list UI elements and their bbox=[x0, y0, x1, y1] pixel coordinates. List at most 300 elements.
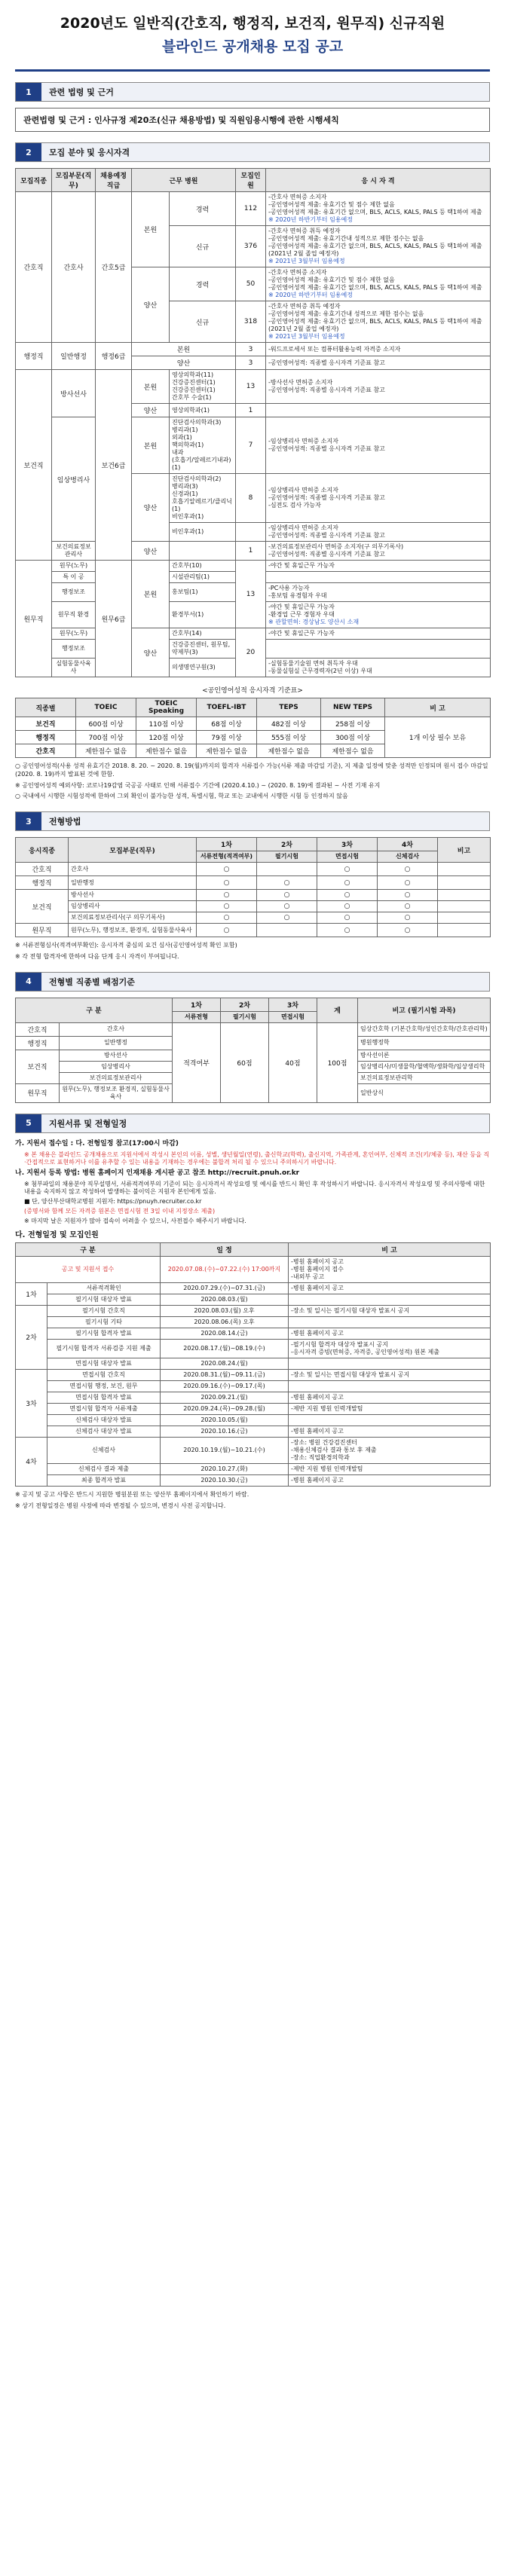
job-field: 원무(노무) bbox=[52, 561, 96, 572]
department-line: 비인후과(1) bbox=[172, 528, 204, 535]
qualification-cell bbox=[266, 301, 491, 343]
english-header: TOEIC bbox=[76, 698, 136, 717]
english-cell: 제한점수 없음 bbox=[76, 744, 136, 758]
qualification-line: -공인영어성적 제출: 유효기간 없으며, BLS, ACLS, KALS, PALS 등 택1하여 제출 bbox=[268, 209, 482, 215]
schedule-date: 2020.08.06.(목) 오후 bbox=[161, 1316, 289, 1328]
schedule-group: 3차 bbox=[16, 1369, 47, 1437]
qualification-line: -간호사 면허증 소지자 bbox=[268, 269, 327, 276]
schedule-remark-line: -병원 홈페이지 공고 bbox=[291, 1284, 344, 1291]
schedule-step: 필기시험 합격자 발표 bbox=[47, 1328, 161, 1339]
schedule-title: 다. 전형일정 및 모집인원 bbox=[15, 1230, 99, 1239]
job-grade: 보건6급 bbox=[96, 370, 132, 561]
qualification-line: -간호사 면허증 취득 예정자 bbox=[268, 303, 341, 310]
qualification-line: -공인영어성적: 직종별 응시자격 기준표 참고 bbox=[268, 551, 385, 558]
qualification-line: -공인영어성적 제출: 유효기간 및 점수 제한 없음 bbox=[268, 277, 395, 283]
qualification-cell bbox=[266, 417, 491, 474]
english-header: 비 고 bbox=[385, 698, 491, 717]
headcount: 20 bbox=[236, 628, 266, 677]
hospital: 본원 bbox=[132, 561, 170, 628]
qualification-line: (2021년 2월 졸업 예정자) bbox=[268, 250, 339, 257]
english-cell: 555점 이상 bbox=[257, 731, 321, 744]
schedule-step: 필기시험 간호직 bbox=[47, 1305, 161, 1316]
schedule-date: 2020.09.24.(목)~09.28.(월) bbox=[161, 1403, 289, 1414]
schedule-step: 최종 합격자 발표 bbox=[47, 1474, 161, 1486]
method-cell: 행정직 bbox=[16, 876, 69, 890]
score-header: 3차 bbox=[269, 998, 317, 1011]
qualification-cell bbox=[266, 356, 491, 370]
schedule-remark-line: -장소: 병원 건강검진센터 bbox=[291, 1438, 357, 1446]
department-line: 외과(1) bbox=[172, 434, 192, 441]
job-field: 보건의료정보관리사 bbox=[52, 542, 96, 561]
method-cell bbox=[438, 876, 491, 890]
schedule-row bbox=[16, 1256, 491, 1282]
schedule-remark bbox=[289, 1328, 491, 1339]
score-subheader: 필기시험 bbox=[221, 1011, 269, 1022]
job-type: 보건직 bbox=[16, 370, 52, 561]
section-5-title: 지원서류 및 전형일정 bbox=[49, 1118, 127, 1129]
method-cell: ○ bbox=[257, 890, 317, 901]
schedule-row bbox=[16, 1369, 491, 1380]
qualification-line: -야간 및 휴일근무 가능자 bbox=[268, 604, 335, 610]
method-header: 4차 bbox=[378, 838, 438, 851]
schedule-step: 신체검사 bbox=[47, 1437, 161, 1463]
recruitment-header: 모집부문(직무) bbox=[52, 169, 96, 192]
method-row bbox=[16, 876, 491, 890]
schedule-step: 면접시험 행정, 보건, 원무 bbox=[47, 1380, 161, 1392]
department-line: 병리과(1) bbox=[172, 426, 198, 433]
schedule-remark-line: -병원 홈페이지 접수 bbox=[291, 1265, 344, 1273]
schedule-remark-line: -내외부 공고 bbox=[291, 1273, 325, 1280]
job-type: 간호직 bbox=[16, 192, 52, 343]
schedule-remark bbox=[289, 1256, 491, 1282]
hospital: 본원 bbox=[132, 370, 170, 404]
schedule-row bbox=[16, 1463, 491, 1474]
headcount: 3 bbox=[236, 356, 266, 370]
document-line: ※ 본 채용은 블라인드 공개채용으로 지원서에서 작성시 본인의 이름, 성별, 생년월일(연령), 출신학교(학력), 출신지역, 가족관계, 혼인여부, 신체적 조건(키/체중 등), 재산 등을 직·간접적으로 표현하거나 이를 유추할 수 있는 내용을 기재하는 경우에는 불합격 처리 될 수 있으니 주의하시기 바랍니다. bbox=[24, 1150, 490, 1166]
page-subtitle: 블라인드 공개채용 모집 공고 bbox=[161, 38, 344, 55]
department-line: 호흡기알레르기/클리닉(1) bbox=[172, 498, 232, 512]
schedule-row bbox=[16, 1380, 491, 1392]
english-cell: 68점 이상 bbox=[197, 717, 257, 731]
headcount: 3 bbox=[236, 343, 266, 356]
department-line: 간호부 수술(1) bbox=[172, 394, 212, 401]
qualification-line: (2021년 2월 졸업 예정자) bbox=[268, 325, 339, 332]
department-line: 건강증진센터(1) bbox=[172, 379, 216, 386]
section-3-title: 전형방법 bbox=[49, 817, 81, 827]
recruitment-header: 응 시 자 격 bbox=[266, 169, 491, 192]
method-note: ※ 각 전형 합격자에 한하여 다음 단계 응시 자격이 부여됩니다. bbox=[15, 952, 179, 960]
recruitment-row bbox=[16, 370, 491, 404]
job-field: 원무(노무) bbox=[52, 628, 96, 640]
department-cell: 의생명연구원(3) bbox=[170, 659, 236, 677]
headcount: 1 bbox=[236, 404, 266, 417]
english-note: ○ 공인영어성적(사용 성적 유효기간 2018. 8. 20. ~ 2020. 8. 19(월)까지의 합격자 서류접수 가능(서류 제출 마감일 기준), 지 제출 일정에 맞춘 성적만 인정되며 원서 접수 마감일(2020. 8. 19)까지 발표된 것에 한함. bbox=[15, 762, 488, 778]
schedule-remark bbox=[289, 1316, 491, 1328]
hospital: 본원 bbox=[132, 192, 170, 267]
method-cell: 방사선사 bbox=[69, 890, 197, 901]
method-cell: ○ bbox=[317, 876, 378, 890]
schedule-remark-line: -병원 홈페이지 공고 bbox=[291, 1393, 344, 1401]
method-row bbox=[16, 924, 491, 937]
schedule-remark-line: -병원 홈페이지 공고 bbox=[291, 1329, 344, 1337]
qualification-line: -보건의료정보관리사 면허증 소지자(구 의무기록사) bbox=[268, 543, 404, 550]
department-cell: 간호부(10) bbox=[170, 561, 236, 572]
recruitment-table bbox=[15, 168, 491, 677]
english-header: 직종별 bbox=[16, 698, 76, 717]
schedule-step: 신체검사 대상자 발표 bbox=[47, 1426, 161, 1437]
schedule-group: 4차 bbox=[16, 1437, 47, 1486]
schedule-remark-line: -장소 및 일시는 필기시험 대상자 발표시 공지 bbox=[291, 1306, 410, 1314]
method-cell: ○ bbox=[378, 890, 438, 901]
score-cell: 보건직 bbox=[16, 1050, 60, 1083]
english-cell: 보건직 bbox=[16, 717, 76, 731]
method-cell: 원무직 bbox=[16, 924, 69, 937]
qualification-line: -공인영어성적 제출: 유효기간 없으며, BLS, ACLS, KALS, PALS 등 택1하여 제출 bbox=[268, 243, 482, 249]
recruitment-row bbox=[16, 192, 491, 226]
qualification-line: ※ 2021년 3월부터 임용예정 bbox=[268, 333, 345, 340]
qualification-line: -공인영어성적: 직종별 응시자격 기준표 참고 bbox=[268, 359, 385, 366]
english-header: NEW TEPS bbox=[321, 698, 385, 717]
recruitment-header: 모집인원 bbox=[236, 169, 266, 192]
score-header: 1차 bbox=[173, 998, 221, 1011]
schedule-row bbox=[16, 1392, 491, 1403]
qualification-line: -야간 및 휴일근무 가능자 bbox=[268, 562, 335, 569]
department-cell bbox=[170, 542, 236, 561]
section-2-title: 모집 분야 및 응시자격 bbox=[49, 148, 130, 157]
qualification-line: -공인영어성적: 직종별 응시자격 기준표 참고 bbox=[268, 445, 385, 452]
score-header: 계 bbox=[317, 998, 358, 1022]
qualification-line: -PC사용 가능자 bbox=[268, 585, 310, 591]
method-cell: ○ bbox=[317, 890, 378, 901]
method-cell: ○ bbox=[197, 924, 257, 937]
schedule-date: 2020.08.03.(월) 오후 bbox=[161, 1305, 289, 1316]
score-value: 100점 bbox=[317, 1022, 358, 1102]
career-type: 신규 bbox=[170, 301, 236, 343]
section-3-header bbox=[15, 811, 490, 831]
english-cell: 제한점수 없음 bbox=[257, 744, 321, 758]
schedule-row bbox=[16, 1282, 491, 1294]
qualification-line: -간호사 면허증 취득 예정자 bbox=[268, 228, 341, 234]
document-line: ※ 마지막 날은 지원자가 많아 접속이 어려울 수 있으니, 사전접수 해주시기 바랍니다. bbox=[24, 1217, 246, 1224]
qualification-line: -공인영어성적: 직종별 응시자격 기준표 참고 bbox=[268, 387, 385, 393]
qualification-line: -방사선사 면허증 소지자 bbox=[268, 379, 333, 386]
qualification-cell bbox=[266, 602, 491, 628]
headcount: 7 bbox=[236, 417, 266, 474]
schedule-remark bbox=[289, 1437, 491, 1463]
schedule-step: 서류적격확인 bbox=[47, 1282, 161, 1294]
score-cell: 임상병리사 bbox=[60, 1061, 173, 1072]
department-line: 병리과(3) bbox=[172, 483, 198, 490]
headcount bbox=[236, 523, 266, 542]
schedule-group: 1차 bbox=[16, 1282, 47, 1305]
schedule-row bbox=[16, 1305, 491, 1316]
english-cell: 행정직 bbox=[16, 731, 76, 744]
schedule-row bbox=[16, 1294, 491, 1305]
department-cell: 홍보팀(1) bbox=[170, 583, 236, 602]
schedule-date: 2020.08.03.(월) bbox=[161, 1294, 289, 1305]
section-1-header bbox=[15, 82, 490, 102]
department-line: 영상의학과(1) bbox=[172, 406, 210, 414]
recruitment-row bbox=[16, 343, 491, 356]
schedule-step: 면접시험 합격자 발표 bbox=[47, 1392, 161, 1403]
english-cell: 제한점수 없음 bbox=[136, 744, 197, 758]
section-3-number: 3 bbox=[16, 812, 41, 830]
hospital: 본원 bbox=[132, 417, 170, 474]
final-note: ※ 상기 전형일정은 병원 사정에 따라 변경될 수 있으며, 변경시 사전 공지합니다. bbox=[15, 1502, 226, 1509]
schedule-remark bbox=[289, 1294, 491, 1305]
qualification-cell bbox=[266, 583, 491, 602]
english-cell: 제한점수 없음 bbox=[197, 744, 257, 758]
department-line: 건강증진센터(1) bbox=[172, 387, 216, 393]
qualification-cell bbox=[266, 659, 491, 677]
department-line: 진단검사의학과(3) bbox=[172, 419, 222, 426]
method-cell bbox=[257, 924, 317, 937]
qualification-line: -야간 및 휴일근무 가능자 bbox=[268, 630, 335, 637]
department-cell: 환경부서(1) bbox=[170, 602, 236, 628]
title-divider bbox=[15, 69, 490, 72]
headcount: 376 bbox=[236, 226, 266, 267]
schedule-row bbox=[16, 1426, 491, 1437]
section-4-header bbox=[15, 972, 490, 992]
career-type: 경력 bbox=[170, 267, 236, 301]
section-5-number: 5 bbox=[16, 1114, 41, 1132]
score-subheader: 서류전형 bbox=[173, 1011, 221, 1022]
english-cell: 120점 이상 bbox=[136, 731, 197, 744]
section-2-header bbox=[15, 142, 490, 162]
qualification-line: ※ 2020년 하반기부터 임용예정 bbox=[268, 292, 353, 298]
score-subject: 방사선이론 bbox=[358, 1050, 491, 1061]
recruitment-header: 채용예정직급 bbox=[96, 169, 132, 192]
method-header: 비고 bbox=[438, 838, 491, 863]
method-cell bbox=[257, 863, 317, 876]
qualification-line: -임상병리사 면허증 소지자 bbox=[268, 524, 338, 531]
english-cell: 258점 이상 bbox=[321, 717, 385, 731]
qualification-line: -심전도 검사 가능자 bbox=[268, 502, 321, 509]
section-1-title: 관련 법령 및 근거 bbox=[49, 87, 114, 97]
schedule-date: 2020.10.16.(금) bbox=[161, 1426, 289, 1437]
method-cell bbox=[438, 890, 491, 901]
hospital: 본원 bbox=[132, 343, 236, 356]
schedule-date: 2020.10.30.(금) bbox=[161, 1474, 289, 1486]
qualification-line: -공인영어성적 제출: 유효기간 및 점수 제한 없음 bbox=[268, 201, 395, 208]
qualification-line: -공인영어성적 제출: 유효기간내 성적으로 제한 점수는 없음 bbox=[268, 310, 424, 317]
score-cell: 행정직 bbox=[16, 1036, 60, 1050]
schedule-step: 신체검사 대상자 발표 bbox=[47, 1414, 161, 1426]
schedule-date: 2020.10.05.(월) bbox=[161, 1414, 289, 1426]
job-type: 원무직 bbox=[16, 561, 52, 677]
schedule-remark bbox=[289, 1414, 491, 1426]
score-cell: 일반행정 bbox=[60, 1036, 173, 1050]
method-header: 3차 bbox=[317, 838, 378, 851]
qualification-line: ※ 2020년 하반기부터 임용예정 bbox=[268, 216, 353, 223]
schedule-row bbox=[16, 1403, 491, 1414]
english-cell: 제한점수 없음 bbox=[321, 744, 385, 758]
score-value: 적격여부 bbox=[173, 1022, 221, 1102]
schedule-remark-line: -장소: 직업환경의학과 bbox=[291, 1453, 350, 1461]
schedule-remark bbox=[289, 1358, 491, 1369]
qualification-line: -동물실험실 근무경력자(2년 이상) 우대 bbox=[268, 668, 372, 674]
schedule-header: 비 고 bbox=[289, 1242, 491, 1256]
schedule-step: 신체검사 결과 제출 bbox=[47, 1463, 161, 1474]
method-header: 응시직종 bbox=[16, 838, 69, 863]
method-cell: ○ bbox=[257, 912, 317, 924]
qualification-line: -임상병리사 면허증 소지자 bbox=[268, 487, 338, 494]
document-label: 나. 지원서 등록 방법: 병원 홈페이지 인재채용 게시판 공고 참조 http://recruit.pnuh.or.kr bbox=[15, 1169, 300, 1177]
job-field: 임상병리사 bbox=[52, 417, 96, 542]
section-2-number: 2 bbox=[16, 143, 41, 161]
section-5-header bbox=[15, 1114, 490, 1133]
english-cell: 482점 이상 bbox=[257, 717, 321, 731]
qualification-line: -환경업 근무 경험자 우대 bbox=[268, 611, 335, 618]
job-field: 특 이 공 bbox=[52, 572, 96, 583]
method-cell: 원무(노무), 행정보조, 환경직, 실험동물사육사 bbox=[69, 924, 197, 937]
method-cell: ○ bbox=[317, 924, 378, 937]
qualification-cell bbox=[266, 628, 491, 640]
schedule-remark bbox=[289, 1403, 491, 1414]
schedule-header: 일 정 bbox=[161, 1242, 289, 1256]
method-header: 2차 bbox=[257, 838, 317, 851]
schedule-step: 면접시험 대상자 발표 bbox=[47, 1358, 161, 1369]
english-row bbox=[16, 717, 491, 731]
department-cell: 건강증진센터, 원무팀, 약제부(3) bbox=[170, 640, 236, 659]
score-subheader: 면접시험 bbox=[269, 1011, 317, 1022]
document-line: (증명서와 함께 모든 자격증 원본은 면접시험 전 3일 이내 지정장소 제출) bbox=[24, 1207, 216, 1215]
headcount: 13 bbox=[236, 370, 266, 404]
english-cell: 110점 이상 bbox=[136, 717, 197, 731]
method-cell bbox=[438, 924, 491, 937]
schedule-remark bbox=[289, 1305, 491, 1316]
hospital: 양산 bbox=[132, 356, 236, 370]
qualification-cell bbox=[266, 370, 491, 404]
job-field: 원무직 환경 bbox=[52, 602, 96, 628]
method-cell: ○ bbox=[197, 901, 257, 912]
schedule-remark-line: -제반 지원 병원 인력개발팀 bbox=[291, 1404, 363, 1412]
method-cell: ○ bbox=[378, 912, 438, 924]
english-note: ※ 공인영어성적 예외사항: 코로나19감염 국공공 사태로 인해 서류접수 기간에 (2020.4.10.) ~ (2020. 8. 19)에 결과된 ~ 사전 기재 유지 bbox=[15, 781, 381, 789]
schedule-step: 필기시험 기타 bbox=[47, 1316, 161, 1328]
schedule-group: 2차 bbox=[16, 1305, 47, 1369]
method-cell: ○ bbox=[378, 901, 438, 912]
recruitment-row bbox=[16, 542, 491, 561]
headcount: 50 bbox=[236, 267, 266, 301]
qualification-cell bbox=[266, 572, 491, 583]
method-cell bbox=[438, 901, 491, 912]
method-cell: ○ bbox=[257, 876, 317, 890]
qualification-cell bbox=[266, 561, 491, 572]
schedule-row bbox=[16, 1358, 491, 1369]
schedule-row bbox=[16, 1316, 491, 1328]
schedule-step: 필기시험 합격자 서류검증 지원 제출 bbox=[47, 1339, 161, 1358]
schedule-remark-line: -병원 홈페이지 공고 bbox=[291, 1257, 344, 1265]
schedule-header: 구 분 bbox=[16, 1242, 161, 1256]
headcount: 1 bbox=[236, 542, 266, 561]
qualification-cell bbox=[266, 542, 491, 561]
method-cell: ○ bbox=[378, 924, 438, 937]
method-cell bbox=[438, 863, 491, 876]
document-line: ※ 첨부파일의 채용분야 직무설명서, 서류적격여부의 기준이 되는 응시자격서 작성요령 및 예시를 반드시 확인 후 작성하시기 바랍니다. 응시자격서 작성요령 및 주의사항에 대한 내용을 숙지하지 않고 작성하여 발생하는 불이익은 지원자 본인에게 있음. bbox=[24, 1180, 485, 1195]
qualification-line: -워드프로세서 또는 컴퓨터활용능력 자격증 소지자 bbox=[268, 345, 401, 353]
header bbox=[0, 0, 505, 63]
schedule-remark bbox=[289, 1426, 491, 1437]
document-line: ■ 단, 양산부산대학교병원 지원자: https://pnuyh.recruiter.co.kr bbox=[24, 1197, 202, 1205]
hospital: 양산 bbox=[132, 628, 170, 677]
schedule-remark bbox=[289, 1369, 491, 1380]
qualification-cell bbox=[266, 523, 491, 542]
qualification-cell bbox=[266, 226, 491, 267]
score-criteria-table bbox=[15, 998, 491, 1103]
schedule-row bbox=[16, 1328, 491, 1339]
schedule-remark-line: -장소 및 일시는 면접시험 대상자 발표시 공지 bbox=[291, 1371, 410, 1378]
section-4-title: 전형별 직종별 배점기준 bbox=[49, 976, 135, 987]
qualification-line: -간호사 면허증 소지자 bbox=[268, 194, 327, 200]
qualification-line: -홍보팀 유경험자 우대 bbox=[268, 592, 327, 599]
method-cell: 간호사 bbox=[69, 863, 197, 876]
score-subject: 임상간호학 (기본간호학/성인간호학/간호관리학) bbox=[358, 1022, 491, 1036]
qualification-line: -공인영어성적: 직종별 응시자격 기준표 참고 bbox=[268, 532, 385, 539]
method-row bbox=[16, 863, 491, 876]
schedule-date: 2020.10.19.(월)~10.21.(수) bbox=[161, 1437, 289, 1463]
method-header: 1차 bbox=[197, 838, 257, 851]
job-field: 행정보조 bbox=[52, 583, 96, 602]
schedule-row bbox=[16, 1474, 491, 1486]
english-score-table bbox=[15, 698, 491, 758]
section-1-number: 1 bbox=[16, 83, 41, 101]
method-header: 모집부문(직무) bbox=[69, 838, 197, 863]
english-header: TOEFL-IBT bbox=[197, 698, 257, 717]
score-subject: 보건의료정보관리학 bbox=[358, 1072, 491, 1083]
method-cell: 보건의료정보관리사(구 의무기록사) bbox=[69, 912, 197, 924]
schedule-remark bbox=[289, 1282, 491, 1294]
method-subheader: 필기시험 bbox=[257, 851, 317, 863]
schedule-remark bbox=[289, 1380, 491, 1392]
document-item bbox=[15, 1169, 490, 1225]
document-label: 가. 지원서 접수일 : 다. 전형일정 참고(17:00시 마감) bbox=[15, 1139, 179, 1147]
section-4-number: 4 bbox=[16, 973, 41, 991]
schedule-date: 2020.08.17.(월)~08.19.(수) bbox=[161, 1339, 289, 1358]
schedule-step: 면접시험 합격자 서류제출 bbox=[47, 1403, 161, 1414]
department-line: 신경과(1) bbox=[172, 490, 198, 497]
method-note: ※ 서류전형심사(적격여부확인): 응시자격 중심의 요건 심사(공인영어성적 확인 포함) bbox=[15, 942, 237, 949]
qualification-line: -공인영어성적: 직종별 응시자격 기준표 참고 bbox=[268, 494, 385, 501]
qualification-line: -공인영어성적 제출: 유효기간내 성적으로 제한 점수는 없음 bbox=[268, 235, 424, 242]
schedule-row bbox=[16, 1414, 491, 1426]
english-table-caption: <공인영어성적 응시자격 기준표> bbox=[202, 687, 303, 695]
recruitment-header: 근무 병원 bbox=[132, 169, 236, 192]
score-header: 구 분 bbox=[16, 998, 173, 1022]
qualification-line: -공인영어성적 제출: 유효기간 없으며, BLS, ACLS, KALS, PALS 등 택1하여 제출 bbox=[268, 284, 482, 291]
score-cell: 간호사 bbox=[60, 1022, 173, 1036]
qualification-cell bbox=[266, 404, 491, 417]
department-line: (호흡기/알레르기내과)(1) bbox=[172, 457, 231, 471]
schedule-table bbox=[15, 1242, 491, 1487]
schedule-step: 면접시험 간호직 bbox=[47, 1369, 161, 1380]
qualification-line: -실험동물기술원 면허 취득자 우대 bbox=[268, 660, 358, 667]
score-cell: 간호직 bbox=[16, 1022, 60, 1036]
recruitment-row bbox=[16, 628, 491, 640]
schedule-step: 필기시험 대상자 발표 bbox=[47, 1294, 161, 1305]
method-subheader: 신체검사 bbox=[378, 851, 438, 863]
schedule-remark-line: -병원 홈페이지 공고 bbox=[291, 1427, 344, 1435]
method-cell: 일반행정 bbox=[69, 876, 197, 890]
schedule-date: 2020.08.24.(월) bbox=[161, 1358, 289, 1369]
method-cell: 임상병리사 bbox=[69, 901, 197, 912]
job-field: 행정보조 bbox=[52, 640, 96, 659]
score-value: 60점 bbox=[221, 1022, 269, 1102]
score-value: 40점 bbox=[269, 1022, 317, 1102]
final-note: ※ 공지 및 공고 사항은 반드시 지원한 병원분원 또는 양산부 홈페이지에서 확인하기 바람. bbox=[15, 1490, 249, 1498]
qualification-cell bbox=[266, 343, 491, 356]
english-header: TEPS bbox=[257, 698, 321, 717]
